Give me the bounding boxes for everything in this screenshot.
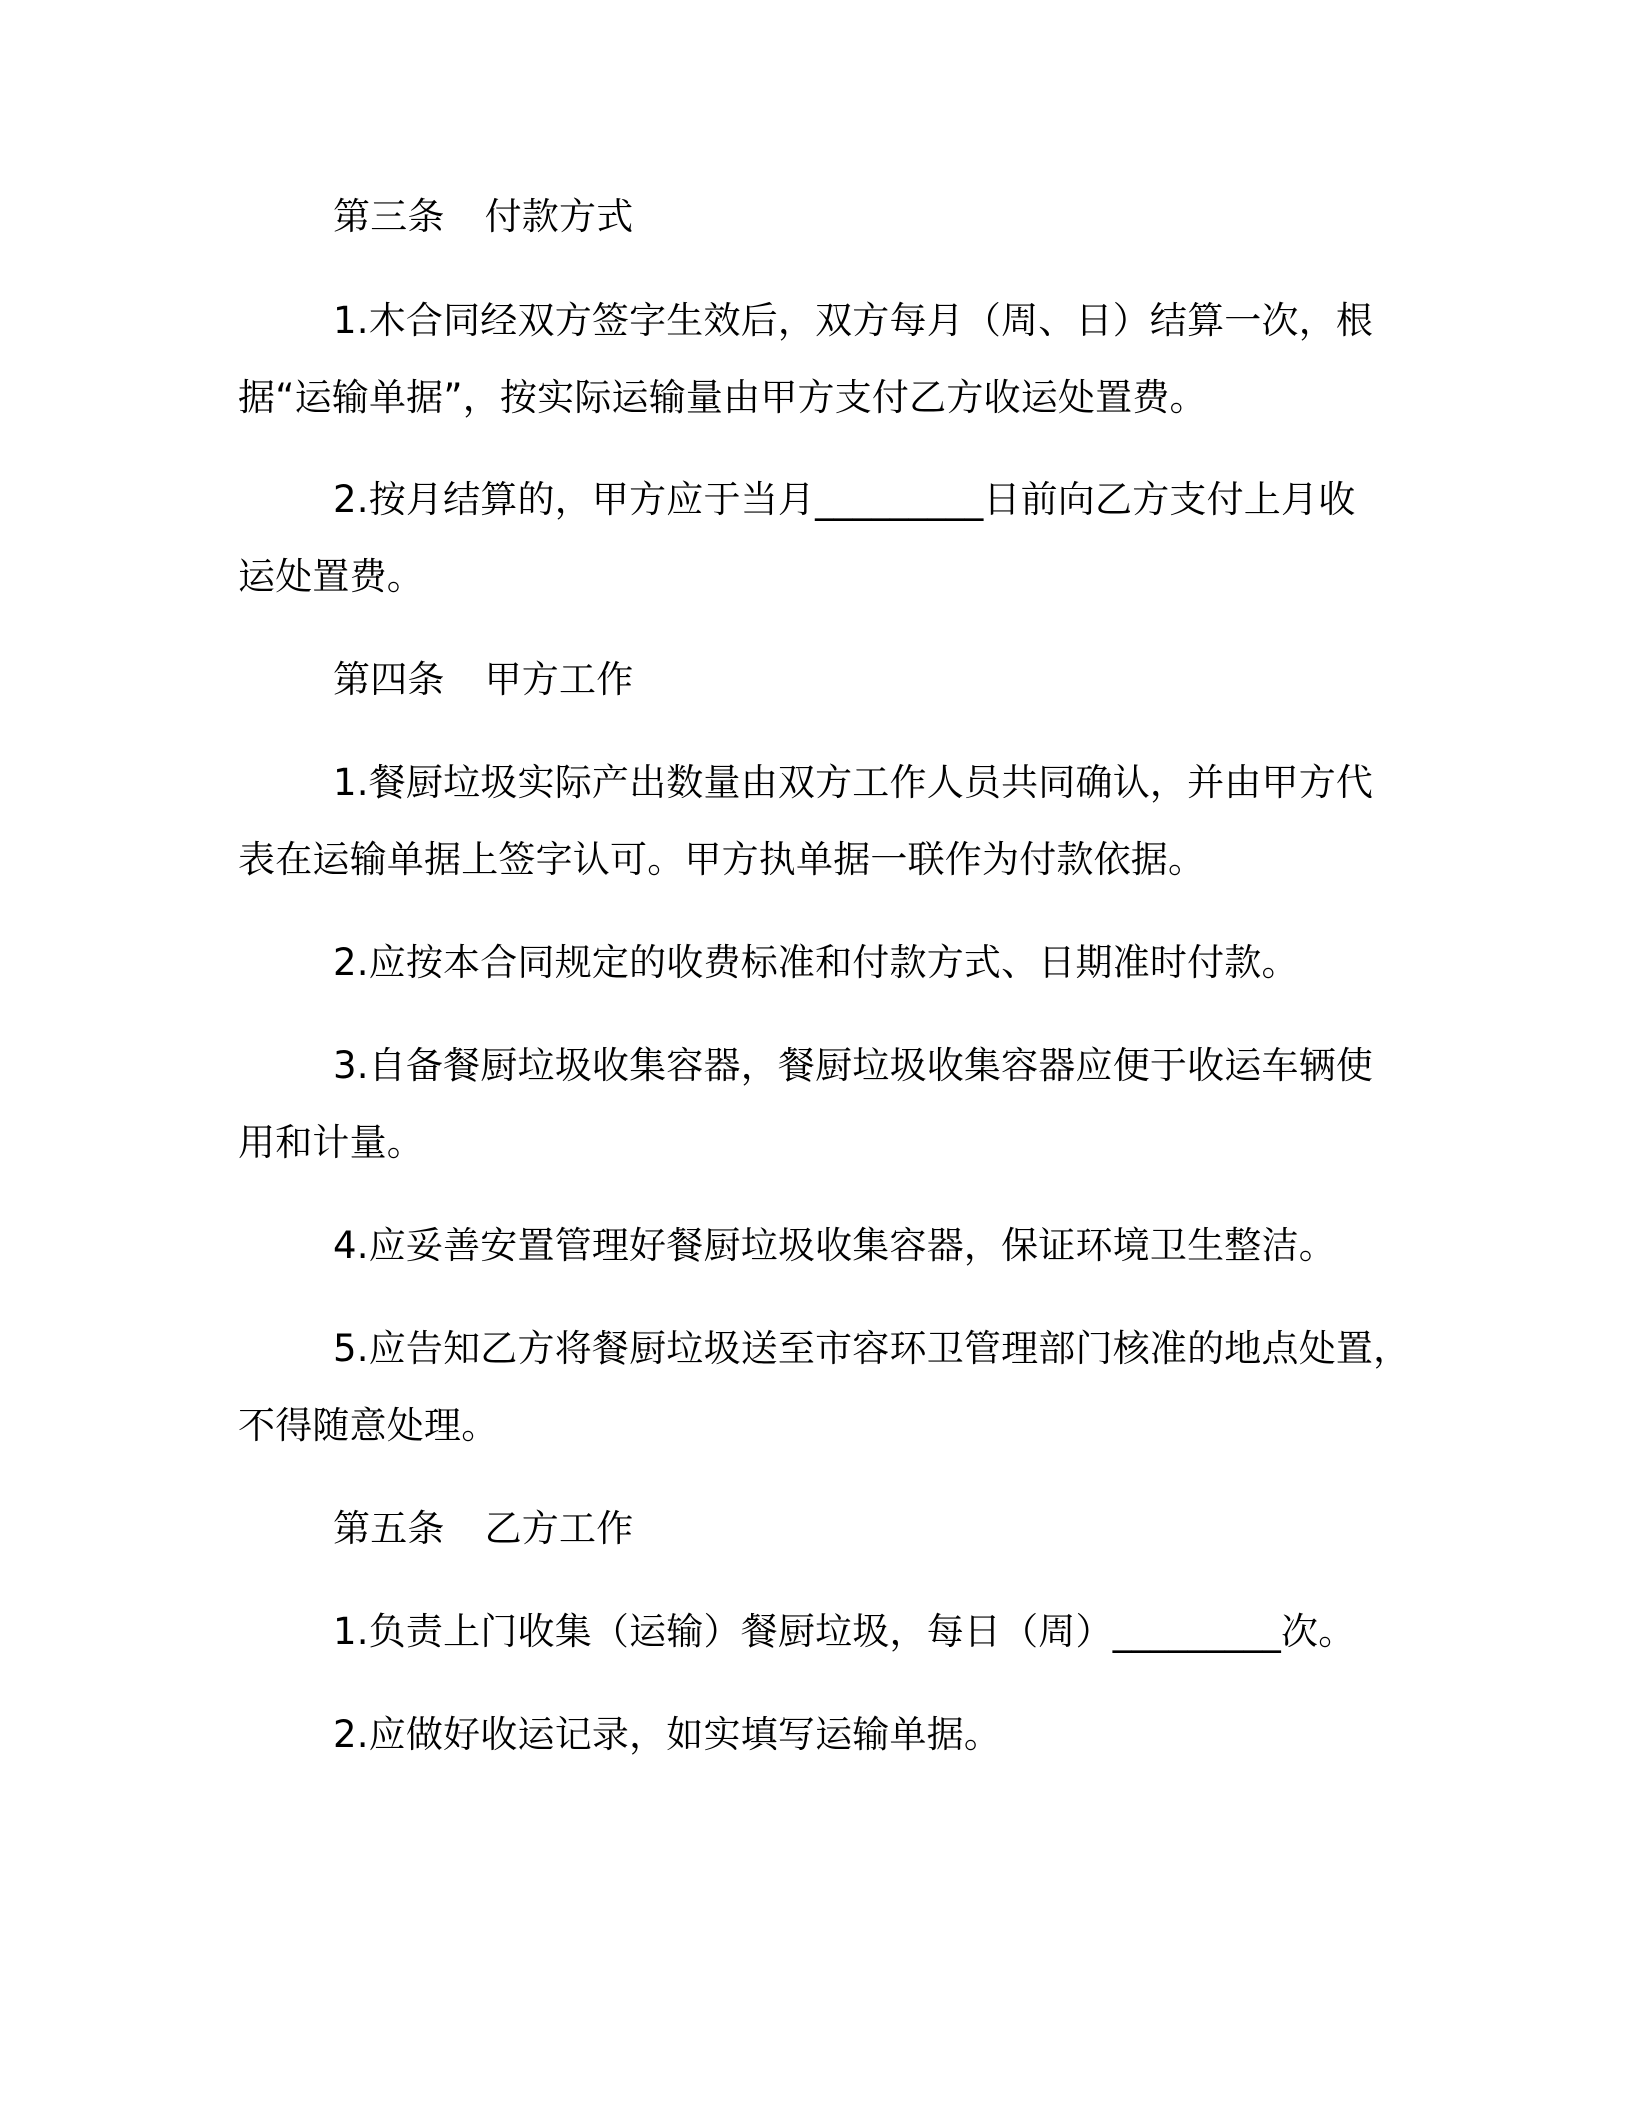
article-5-title: 乙方工作 bbox=[484, 1507, 634, 1550]
article-4-item-4-line-1: 4.应妥善安置管理好餐厨垃圾收集容器，保证环境卫生整洁。 bbox=[333, 1224, 1336, 1267]
article-4-item-2-line-1: 2.应按本合同规定的收费标准和付款方式、日期准时付款。 bbox=[333, 941, 1299, 984]
article-3-item-1-line-1: 1.木合同经双方签字生效后，双方每月（周、日）结算一次，根 bbox=[333, 299, 1374, 342]
article-5-item-1-line-1: 1.负责上门收集（运输）餐厨垃圾，每日（周）_________次。 bbox=[333, 1610, 1356, 1653]
article-5-heading bbox=[333, 1503, 633, 1555]
article-4-item-5-line-2: 不得随意处理。 bbox=[238, 1404, 499, 1447]
article-4-number: 第四条 bbox=[333, 658, 445, 701]
article-4-item-3-line-2: 用和计量。 bbox=[238, 1121, 424, 1164]
article-4-item-3-line-1: 3.自备餐厨垃圾收集容器，餐厨垃圾收集容器应便于收运车辆使 bbox=[333, 1044, 1374, 1087]
article-3-item-1-line-2: 据“运输单据”，按实际运输量由甲方支付乙方收运处置费。 bbox=[238, 376, 1207, 419]
article-4-item-1-line-2: 表在运输单据上签字认可。甲方执单据一联作为付款依据。 bbox=[238, 838, 1206, 881]
article-5-number: 第五条 bbox=[333, 1507, 445, 1550]
article-4-item-1-line-1: 1.餐厨垃圾实际产出数量由双方工作人员共同确认，并由甲方代 bbox=[333, 761, 1374, 804]
article-3-number: 第三条 bbox=[333, 195, 445, 238]
article-3-title: 付款方式 bbox=[484, 195, 634, 238]
article-3-item-2-line-1: 2.按月结算的，甲方应于当月_________日前向乙方支付上月收 bbox=[333, 478, 1356, 521]
article-4-item-5-line-1: 5.应告知乙方将餐厨垃圾送至市容环卫管理部门核准的地点处置， bbox=[333, 1327, 1411, 1370]
article-5-item-2-line-1: 2.应做好收运记录，如实填写运输单据。 bbox=[333, 1713, 1002, 1756]
article-4-title: 甲方工作 bbox=[484, 658, 634, 701]
article-3-heading bbox=[333, 191, 633, 243]
article-4-heading bbox=[333, 654, 633, 706]
article-3-item-2-line-2: 运处置费。 bbox=[238, 555, 424, 598]
